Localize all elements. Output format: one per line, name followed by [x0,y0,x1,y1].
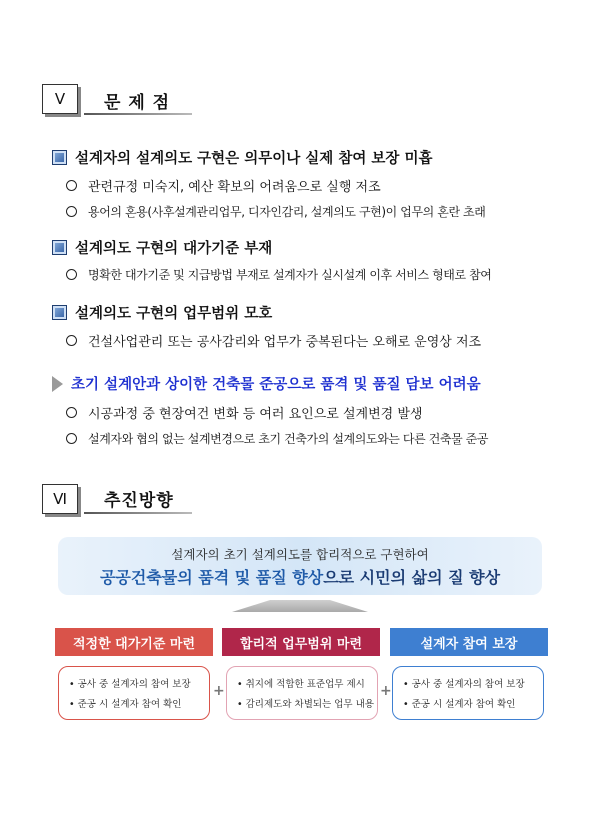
strategy-box-participation [392,666,544,720]
vision-line-2: 공공건축물의 품격 및 품질 향상으로 시민의 삶의 질 향상 [99,568,501,587]
list-item: • 준공 시 설계자 참여 확인 [69,699,182,710]
strategy-header-fee: 적정한 대가기준 마련 [55,628,213,656]
circle-bullet-icon [66,206,77,217]
section-number-5: Ⅴ [42,84,78,114]
square-bullet-icon [52,150,67,165]
section-title-underline [84,113,192,115]
plus-icon: + [213,683,225,699]
section-title-problems: 문 제 점 [104,93,171,113]
list-item: • 감리제도와 차별되는 업무 내용 [237,699,374,710]
circle-bullet-icon [66,407,77,418]
circle-bullet-icon [66,433,77,444]
problem-item-2-1: 명확한 대가기준 및 지급방법 부재로 설계자가 실시설계 이후 서비스 형태로 참여 [66,266,491,283]
problem-item-3-1: 건설사업관리 또는 공사감리와 업무가 중복된다는 오해로 운영상 저조 [66,331,481,350]
arrow-bullet-icon [52,376,63,392]
circle-bullet-icon [66,269,77,280]
list-item: • 준공 시 설계자 참여 확인 [403,699,516,710]
problem-heading-3: 설계의도 구현의 업무범위 모호 [52,302,272,323]
pyramid-connector [232,600,368,612]
strategy-header-scope: 합리적 업무범위 마련 [222,628,380,656]
problem-heading-1: 설계자의 설계의도 구현은 의무이나 실제 참여 보장 미흡 [52,147,433,168]
problem-item-1-2: 용어의 혼용(사후설계관리업무, 디자인감리, 설계의도 구현)이 업무의 혼란 초래 [66,203,485,220]
vision-line-1: 설계자의 초기 설계의도를 합리적으로 구현하여 [171,547,429,562]
list-item: • 공사 중 설계자의 참여 보장 [69,679,191,690]
problem-heading-4: 초기 설계안과 상이한 건축물 준공으로 품격 및 품질 담보 어려움 [52,373,481,394]
square-bullet-icon [52,305,67,320]
vision-banner [58,537,542,595]
problem-item-1-1: 관련규정 미숙지, 예산 확보의 어려움으로 실행 저조 [66,176,381,195]
strategy-header-participation: 설계자 참여 보장 [390,628,548,656]
problem-heading-2: 설계의도 구현의 대가기준 부재 [52,237,272,258]
section-number-6: Ⅵ [42,484,78,514]
strategy-box-fee [58,666,210,720]
strategy-box-scope [226,666,378,720]
list-item: • 취지에 적합한 표준업무 제시 [237,679,365,690]
circle-bullet-icon [66,335,77,346]
circle-bullet-icon [66,180,77,191]
section-title-direction: 추진방향 [104,491,174,511]
plus-icon: + [380,683,392,699]
square-bullet-icon [52,240,67,255]
list-item: • 공사 중 설계자의 참여 보장 [403,679,525,690]
section-title-underline [84,512,192,514]
problem-item-4-1: 시공과정 중 현장여건 변화 등 여러 요인으로 설계변경 발생 [66,403,422,422]
problem-item-4-2: 설계자와 협의 없는 설계변경으로 초기 건축가의 설계의도와는 다른 건축물 준공 [66,430,488,447]
